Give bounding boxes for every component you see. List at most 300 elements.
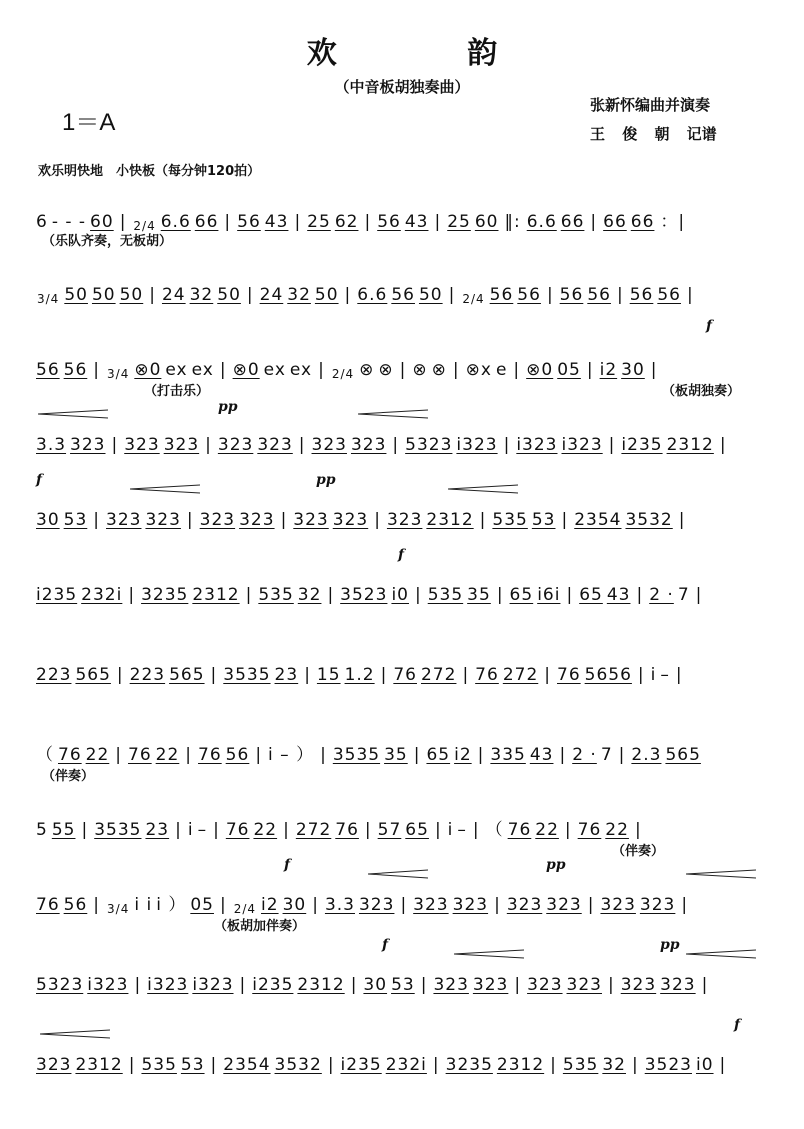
- note-group: 323: [433, 975, 469, 995]
- measure-line: [34, 192, 689, 232]
- note-group: 3.3: [324, 895, 355, 915]
- barline: |: [246, 285, 254, 305]
- performance-note: （乐队齐奏，无板胡）: [42, 234, 173, 249]
- measure-line: [34, 490, 689, 530]
- note-group: i: [650, 665, 657, 685]
- barline: |: [420, 975, 428, 995]
- tempo-marking: 欢乐明快地 小快板（每分钟120拍）: [38, 164, 261, 179]
- score-row: [34, 472, 774, 530]
- note-group: 223: [36, 665, 72, 685]
- score-row: [34, 800, 774, 859]
- note-group: 76: [36, 895, 60, 915]
- note-group: 3.3: [36, 435, 67, 455]
- barline: |: [111, 435, 119, 455]
- note-group: 535: [427, 585, 464, 605]
- note-group: 53: [63, 510, 88, 530]
- note-group: 272: [502, 665, 539, 685]
- barline: |: [432, 1055, 440, 1075]
- note-group: 56: [36, 360, 60, 380]
- note-group: 30: [621, 360, 645, 380]
- note-group: 323: [620, 975, 657, 995]
- barline: |: [587, 895, 595, 915]
- note-group: 2312: [75, 1055, 123, 1075]
- note-group: i2: [454, 745, 472, 765]
- barline: |: [448, 285, 456, 305]
- barline: |: [115, 745, 123, 765]
- time-signature: 2/4: [331, 367, 355, 381]
- note-group: 35: [384, 745, 408, 765]
- note-group: 323: [332, 510, 369, 530]
- dynamic-marking: pp: [218, 399, 238, 415]
- barline: |: [175, 820, 182, 840]
- note-group: 323: [660, 975, 696, 995]
- note-group: 56: [63, 360, 88, 380]
- note-group: 43: [529, 745, 554, 765]
- barline: |: [503, 435, 511, 455]
- barline: |: [616, 285, 624, 305]
- barline: |: [561, 510, 569, 530]
- note-group: 323: [145, 510, 181, 530]
- barline: |: [255, 745, 263, 765]
- note-group: 5323: [405, 435, 453, 455]
- barline: |: [434, 212, 442, 232]
- note-group: 2 ·: [572, 745, 597, 765]
- barline: |: [280, 510, 288, 530]
- crescendo-hairpin: [130, 484, 200, 494]
- barline: |: [400, 895, 408, 915]
- note-group: 272: [420, 665, 457, 685]
- note-group: 56: [237, 212, 261, 232]
- composer-credit: 张新怀编曲并演奏: [590, 96, 711, 114]
- note-group: （: [485, 820, 504, 840]
- time-signature: 3/4: [107, 902, 130, 916]
- dynamic-marking: f: [706, 318, 713, 334]
- note-group: 323: [358, 895, 395, 915]
- barline: |: [318, 360, 325, 380]
- note-group: i323: [456, 435, 498, 455]
- score-row: [34, 857, 774, 934]
- barline: |: [239, 975, 247, 995]
- barline: |: [414, 585, 422, 605]
- barline: |: [304, 665, 311, 685]
- note-group: ⊗: [378, 360, 394, 380]
- note-group: 76: [225, 820, 250, 840]
- note-group: i6i: [537, 585, 561, 605]
- barline: |: [185, 745, 193, 765]
- note-group: 76: [393, 665, 417, 685]
- note-group: 35: [467, 585, 491, 605]
- barline: |: [637, 665, 645, 685]
- note-group: - - -: [51, 212, 87, 232]
- dynamic-marking: pp: [660, 937, 680, 953]
- barline: |: [283, 820, 290, 840]
- time-signature: 2/4: [233, 902, 257, 916]
- note-group: 6: [36, 212, 48, 232]
- note-group: 56: [517, 285, 541, 305]
- barline: |: [213, 820, 220, 840]
- barline: |: [93, 895, 101, 915]
- note-group: 323: [350, 435, 387, 455]
- note-group: 05: [557, 360, 581, 380]
- note-group: 323: [293, 510, 329, 530]
- dynamic-marking: f: [284, 857, 291, 873]
- score-row: [34, 318, 774, 399]
- note-group: –: [660, 665, 670, 685]
- note-group: 323: [566, 975, 602, 995]
- barline: |: [350, 975, 358, 995]
- note-group: 535: [562, 1055, 599, 1075]
- note-group: 3235: [445, 1055, 493, 1075]
- note-group: 15: [316, 665, 341, 685]
- note-group: 5323: [36, 975, 84, 995]
- note-group: 535: [492, 510, 528, 530]
- barline: |: [550, 1055, 557, 1075]
- barline: |: [210, 1055, 218, 1075]
- note-group: 22: [253, 820, 278, 840]
- barline: |: [618, 745, 626, 765]
- note-group: 5656: [584, 665, 632, 685]
- barline: |: [298, 435, 306, 455]
- note-group: 323: [70, 435, 106, 455]
- score-row: [34, 725, 774, 784]
- note-group: 76: [58, 745, 82, 765]
- note-group: 565: [665, 745, 701, 765]
- dynamic-marking: f: [734, 1017, 741, 1033]
- note-group: ⊗0: [232, 360, 260, 380]
- note-group: 56: [657, 285, 681, 305]
- barline: |: [327, 585, 335, 605]
- note-group: 5: [36, 820, 48, 840]
- subtitle: （中音板胡独奏曲）: [334, 78, 470, 96]
- note-group: 55: [51, 820, 76, 840]
- crescendo-hairpin: [454, 949, 524, 959]
- note-group: 24: [259, 285, 284, 305]
- time-signature: 3/4: [37, 292, 60, 306]
- note-group: i: [447, 820, 454, 840]
- note-group: 323: [600, 895, 636, 915]
- barline: |: [93, 510, 101, 530]
- note-group: ex: [263, 360, 286, 380]
- note-group: 23: [274, 665, 299, 685]
- note-group: 565: [169, 665, 205, 685]
- note-group: i – ）: [268, 745, 315, 765]
- note-group: 323: [639, 895, 676, 915]
- note-group: –: [197, 820, 208, 840]
- note-group: 272: [295, 820, 332, 840]
- note-group: 53: [180, 1055, 205, 1075]
- barline: |: [374, 510, 381, 530]
- barline: |: [477, 745, 485, 765]
- note-group: 1.2: [344, 665, 375, 685]
- barline: |: [586, 360, 594, 380]
- dynamic-marking: f: [398, 547, 405, 563]
- note-group: 323: [36, 1055, 72, 1075]
- note-group: i i: [134, 895, 153, 915]
- note-group: i323: [87, 975, 129, 995]
- barline: |: [327, 1055, 335, 1075]
- note-group: i323: [147, 975, 189, 995]
- note-group: 3535: [332, 745, 381, 765]
- note-group: 2312: [297, 975, 345, 995]
- note-group: ⊗: [431, 360, 447, 380]
- crescendo-hairpin: [38, 409, 108, 419]
- note-group: 56: [587, 285, 611, 305]
- note-group: i0: [695, 1055, 714, 1075]
- barline: |: [719, 1055, 727, 1075]
- note-group: i235: [621, 435, 663, 455]
- note-group: 76: [557, 665, 581, 685]
- note-group: 56: [63, 895, 88, 915]
- note-group: 335: [490, 745, 526, 765]
- note-group: 50: [217, 285, 241, 305]
- barline: |: [636, 585, 644, 605]
- note-group: 3535: [223, 665, 271, 685]
- measure-line: [34, 800, 646, 840]
- note-group: 6.6: [526, 212, 557, 232]
- note-group: 65: [426, 745, 451, 765]
- note-group: 50: [418, 285, 443, 305]
- note-group: i323: [561, 435, 603, 455]
- note-group: 323: [527, 975, 563, 995]
- note-group: 56: [391, 285, 415, 305]
- note-group: 3532: [274, 1055, 322, 1075]
- note-group: 30: [282, 895, 307, 915]
- note-group: 2312: [666, 435, 714, 455]
- measure-line: [34, 415, 731, 455]
- barline: |: [650, 360, 658, 380]
- note-group: 66: [560, 212, 585, 232]
- note-group: 53: [391, 975, 415, 995]
- performance-note: （板胡独奏）: [662, 384, 741, 399]
- note-group: 6.6: [357, 285, 388, 305]
- note-group: i235: [36, 585, 78, 605]
- barline: |: [608, 435, 616, 455]
- note-group: e: [495, 360, 508, 380]
- note-group: ⊗0: [134, 360, 162, 380]
- note-group: 323: [163, 435, 200, 455]
- barline: |: [695, 585, 703, 605]
- note-group: 05: [190, 895, 214, 915]
- barline: |: [590, 212, 598, 232]
- performance-note: （打击乐）: [144, 384, 210, 399]
- dynamic-marking: pp: [316, 472, 336, 488]
- note-group: （: [36, 745, 54, 765]
- barline: |: [81, 820, 89, 840]
- note-group: 43: [606, 585, 631, 605]
- measure-line: [34, 875, 692, 915]
- note-group: i2: [261, 895, 279, 915]
- note-group: 22: [155, 745, 180, 765]
- barline: |: [681, 895, 689, 915]
- note-group: 56: [559, 285, 584, 305]
- measure-line: [34, 725, 703, 765]
- note-group: i ）: [156, 895, 187, 915]
- note-group: ⊗0: [526, 360, 554, 380]
- note-group: i0: [391, 585, 409, 605]
- dynamic-marking: f: [382, 937, 389, 953]
- measure-line: [34, 265, 698, 305]
- barline: |: [344, 285, 352, 305]
- time-signature: 2/4: [133, 219, 156, 233]
- note-group: 22: [535, 820, 559, 840]
- crescendo-hairpin: [448, 484, 518, 494]
- barline: |: [413, 745, 421, 765]
- note-group: 323: [239, 510, 275, 530]
- note-group: 323: [472, 975, 509, 995]
- barline: |: [364, 820, 372, 840]
- note-group: 65: [405, 820, 429, 840]
- note-group: i235: [252, 975, 294, 995]
- note-group: 323: [452, 895, 489, 915]
- note-group: 76: [128, 745, 152, 765]
- performance-note: （伴奏）: [42, 769, 95, 784]
- crescendo-hairpin: [686, 949, 756, 959]
- dynamic-marking: pp: [546, 857, 566, 873]
- barline: |: [546, 285, 554, 305]
- score-row: [34, 645, 774, 685]
- page-title: 欢 韵: [306, 36, 558, 71]
- barline: |: [128, 1055, 136, 1075]
- barline: |: [631, 1055, 639, 1075]
- note-group: 43: [264, 212, 289, 232]
- barline: ‖:: [504, 212, 521, 232]
- crescendo-hairpin: [686, 869, 756, 879]
- measure-line: [34, 340, 662, 380]
- note-group: 2312: [496, 1055, 545, 1075]
- note-group: 323: [217, 435, 254, 455]
- note-group: i323: [192, 975, 234, 995]
- note-group: 50: [91, 285, 116, 305]
- barline: |: [210, 665, 218, 685]
- note-group: 323: [506, 895, 543, 915]
- barline: |: [119, 212, 127, 232]
- barline: |: [392, 435, 400, 455]
- note-group: 32: [287, 285, 311, 305]
- note-group: 323: [124, 435, 160, 455]
- note-group: 60: [90, 212, 114, 232]
- note-group: 32: [297, 585, 322, 605]
- note-group: 76: [475, 665, 499, 685]
- note-group: 57: [377, 820, 402, 840]
- note-group: 25: [307, 212, 331, 232]
- measure-line: [34, 1035, 730, 1075]
- note-group: 3535: [94, 820, 142, 840]
- note-group: ex: [165, 360, 188, 380]
- note-group: 6.6: [160, 212, 191, 232]
- note-group: 2354: [574, 510, 622, 530]
- note-group: 56: [377, 212, 401, 232]
- barline: |: [128, 585, 136, 605]
- score-row: [34, 192, 774, 249]
- note-group: 2.3: [631, 745, 662, 765]
- note-group: 535: [258, 585, 294, 605]
- score-row: [34, 265, 774, 305]
- barline: |: [686, 285, 694, 305]
- crescendo-hairpin: [368, 869, 428, 879]
- note-group: 23: [145, 820, 170, 840]
- note-group: 24: [161, 285, 186, 305]
- note-group: 66: [630, 212, 655, 232]
- note-group: 53: [531, 510, 556, 530]
- note-group: 32: [189, 285, 214, 305]
- note-group: 323: [257, 435, 293, 455]
- note-group: i2: [599, 360, 618, 380]
- note-group: 62: [334, 212, 359, 232]
- barline: |: [245, 585, 253, 605]
- barline: |: [678, 510, 686, 530]
- measure-line: [34, 955, 712, 995]
- note-group: 2312: [192, 585, 240, 605]
- time-signature: 3/4: [107, 367, 130, 381]
- barline: |: [559, 745, 567, 765]
- note-group: ⊗: [359, 360, 375, 380]
- barline: |: [149, 285, 156, 305]
- note-group: 22: [605, 820, 629, 840]
- note-group: 7: [600, 745, 613, 765]
- note-group: 2 ·: [649, 585, 674, 605]
- barline: |: [380, 665, 388, 685]
- note-group: ⊗x: [465, 360, 492, 380]
- barline: |: [93, 360, 101, 380]
- note-group: 66: [603, 212, 627, 232]
- note-group: 3523: [340, 585, 388, 605]
- barline: |: [186, 510, 194, 530]
- note-group: 25: [447, 212, 471, 232]
- note-group: ex: [289, 360, 313, 380]
- barline: |: [675, 665, 683, 685]
- measure-line: [34, 645, 687, 685]
- note-group: i235: [340, 1055, 382, 1075]
- barline: |: [513, 360, 521, 380]
- crescendo-hairpin: [40, 1029, 110, 1039]
- note-group: 232i: [81, 585, 123, 605]
- note-group: 56: [225, 745, 250, 765]
- note-group: 50: [119, 285, 144, 305]
- barline: |: [364, 212, 372, 232]
- note-group: 76: [335, 820, 359, 840]
- barline: |: [479, 510, 487, 530]
- note-group: 76: [507, 820, 532, 840]
- note-group: 232i: [385, 1055, 427, 1075]
- note-group: 565: [75, 665, 111, 685]
- note-group: 3532: [625, 510, 673, 530]
- note-group: 22: [85, 745, 110, 765]
- score-row: [34, 937, 774, 995]
- key-signature: 1＝A: [62, 109, 116, 136]
- note-group: –: [457, 820, 467, 840]
- barline: |: [205, 435, 212, 455]
- score-row: [34, 399, 774, 455]
- barline: |: [607, 975, 615, 995]
- note-group: 30: [36, 510, 60, 530]
- score-row: [34, 547, 774, 605]
- note-group: 2354: [223, 1055, 271, 1075]
- note-group: 535: [141, 1055, 177, 1075]
- note-group: 66: [194, 212, 219, 232]
- barline: |: [224, 212, 232, 232]
- barline: |: [701, 975, 709, 995]
- note-group: 7: [677, 585, 690, 605]
- note-group: 223: [129, 665, 166, 685]
- barline: |: [634, 820, 642, 840]
- barline: |: [320, 745, 327, 765]
- dynamic-marking: f: [36, 472, 43, 488]
- performance-note: （伴奏）: [612, 844, 665, 859]
- note-group: 65: [509, 585, 534, 605]
- barline: |: [462, 665, 470, 685]
- barline: |: [496, 585, 504, 605]
- crescendo-hairpin: [358, 409, 428, 419]
